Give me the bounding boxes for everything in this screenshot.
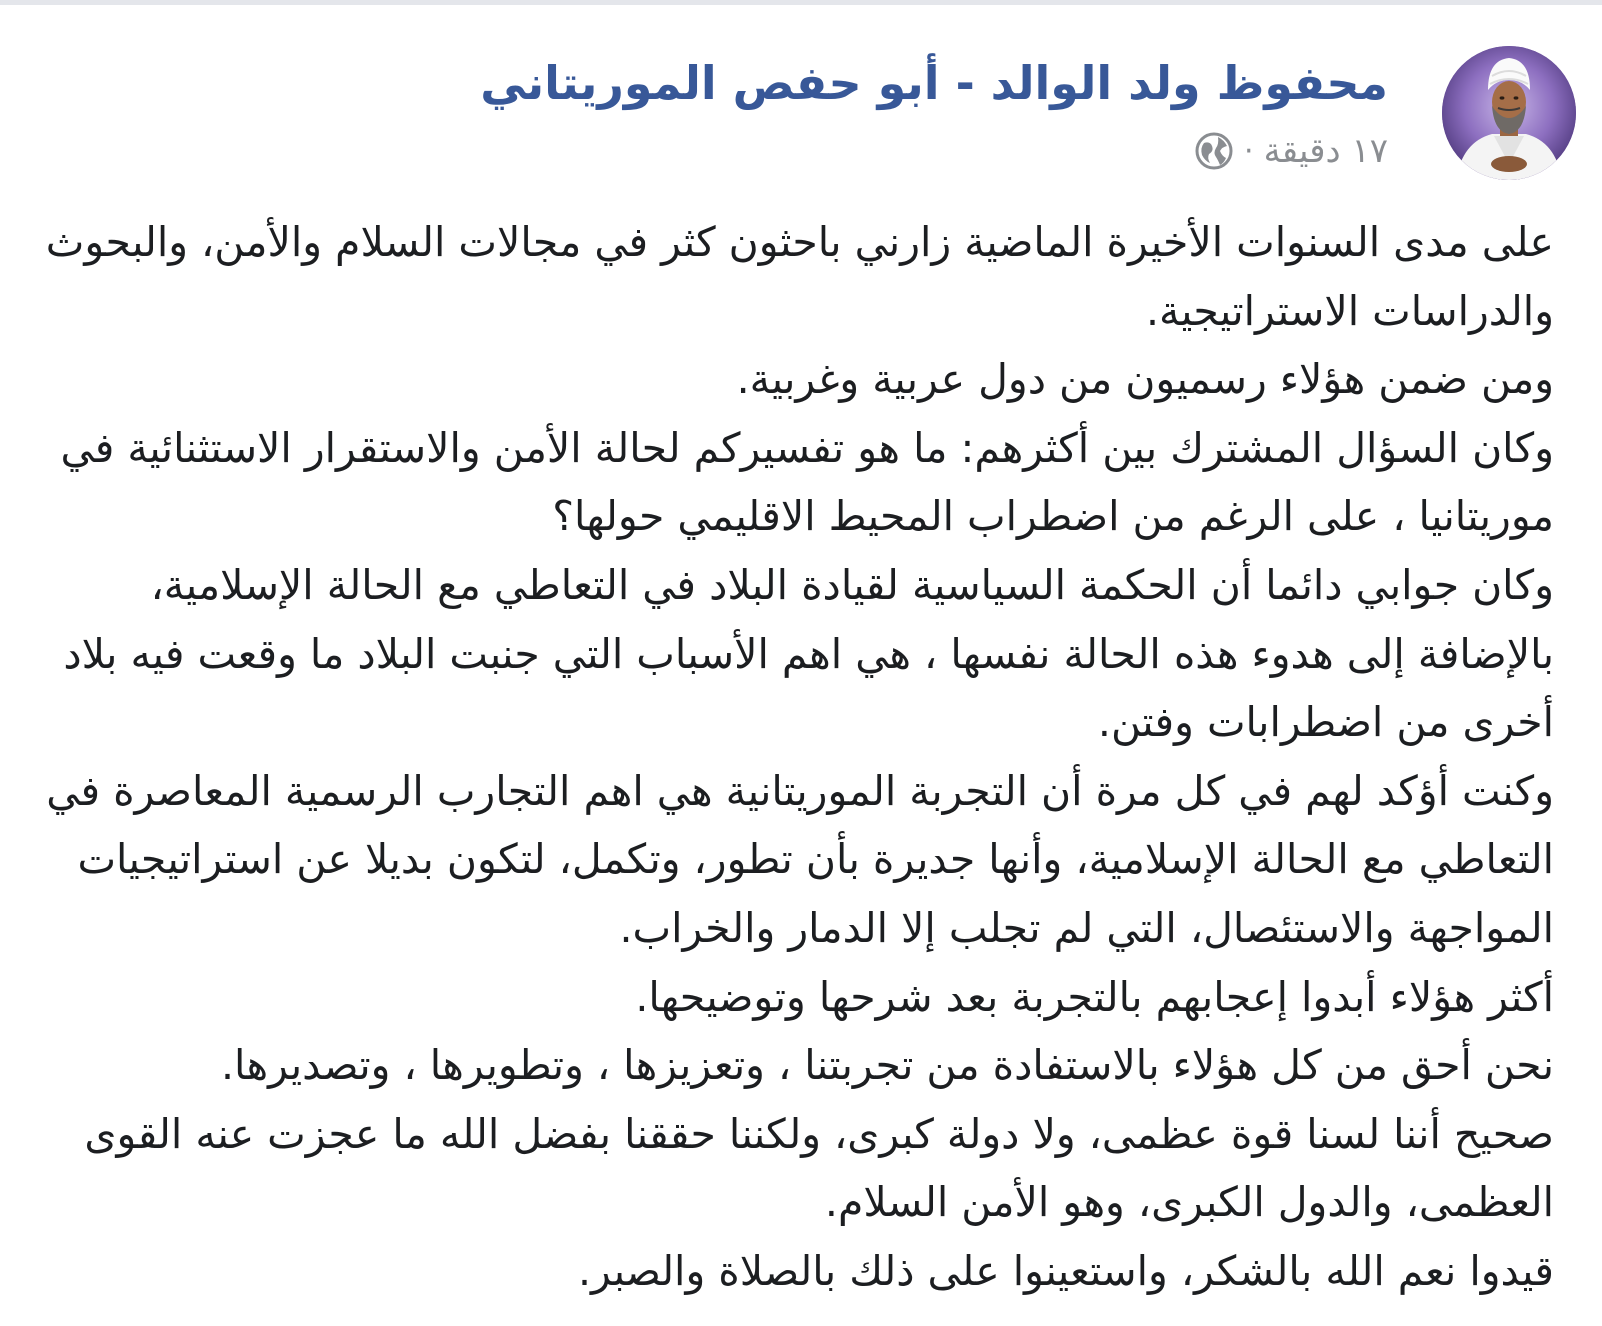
post-line: والدراسات الاستراتيجية. [1145,286,1554,335]
post-line: وكان جوابي دائما أن الحكمة السياسية لقيادة البلاد في التعاطي مع الحالة الإسلامية، [150,560,1554,609]
post-line: أخرى من اضطرابات وفتن. [1097,698,1554,747]
post-line: على مدى السنوات الأخيرة الماضية زارني باحثون كثر في مجالات السلام والأمن، والبحوث [45,218,1554,266]
post-time[interactable]: ١٧ دقيقة [1263,131,1388,171]
post-line: أكثر هؤلاء أبدوا إعجابهم بالتجربة بعد شرحها وتوضيحها. [635,972,1554,1021]
post-line: العظمى، والدول الكبرى، وهو الأمن السلام. [824,1178,1554,1227]
avatar[interactable] [1442,46,1576,180]
post-line: التعاطي مع الحالة الإسلامية، وأنها جديرة بأن تطور، وتكمل، لتكون بديلا عن استراتيجيات [77,835,1554,884]
post-line: صحيح أننا لسنا قوة عظمى، ولا دولة كبرى، ولكننا حققنا بفضل الله ما عجزت عنه القوى [84,1109,1554,1158]
post-body [6,208,1554,1306]
post-line: موريتانيا ، على الرغم من اضطراب المحيط الاقليمي حولها؟ [552,492,1554,541]
author-name[interactable]: محفوظ ولد الوالد - أبو حفص الموريتاني [480,56,1388,110]
post-line: قيدوا نعم الله بالشكر، واستعينوا على ذلك بالصلاة والصبر. [577,1246,1554,1295]
globe-icon[interactable] [1194,131,1234,171]
post-line: وكان السؤال المشترك بين أكثرهم: ما هو تفسيركم لحالة الأمن والاستقرار الاستثنائية في [60,423,1554,472]
post-line: المواجهة والاستئصال، التي لم تجلب إلا الدمار والخراب. [619,903,1554,952]
post-line: وكنت أؤكد لهم في كل مرة أن التجربة الموريتانية هي اهم التجارب الرسمية المعاصرة في [46,766,1554,815]
post-line: نحن أحق من كل هؤلاء بالاستفادة من تجربتنا ، وتعزيزها ، وتطويرها ، وتصديرها. [220,1041,1554,1090]
avatar-image [1442,46,1576,180]
post-meta [1194,128,1388,174]
post-line: بالإضافة إلى هدوء هذه الحالة نفسها ، هي اهم الأسباب التي جنبت البلاد ما وقعت فيه بلاد [63,629,1554,678]
post-line: ومن ضمن هؤلاء رسميون من دول عربية وغربية. [736,355,1554,404]
meta-separator: · [1244,133,1254,169]
